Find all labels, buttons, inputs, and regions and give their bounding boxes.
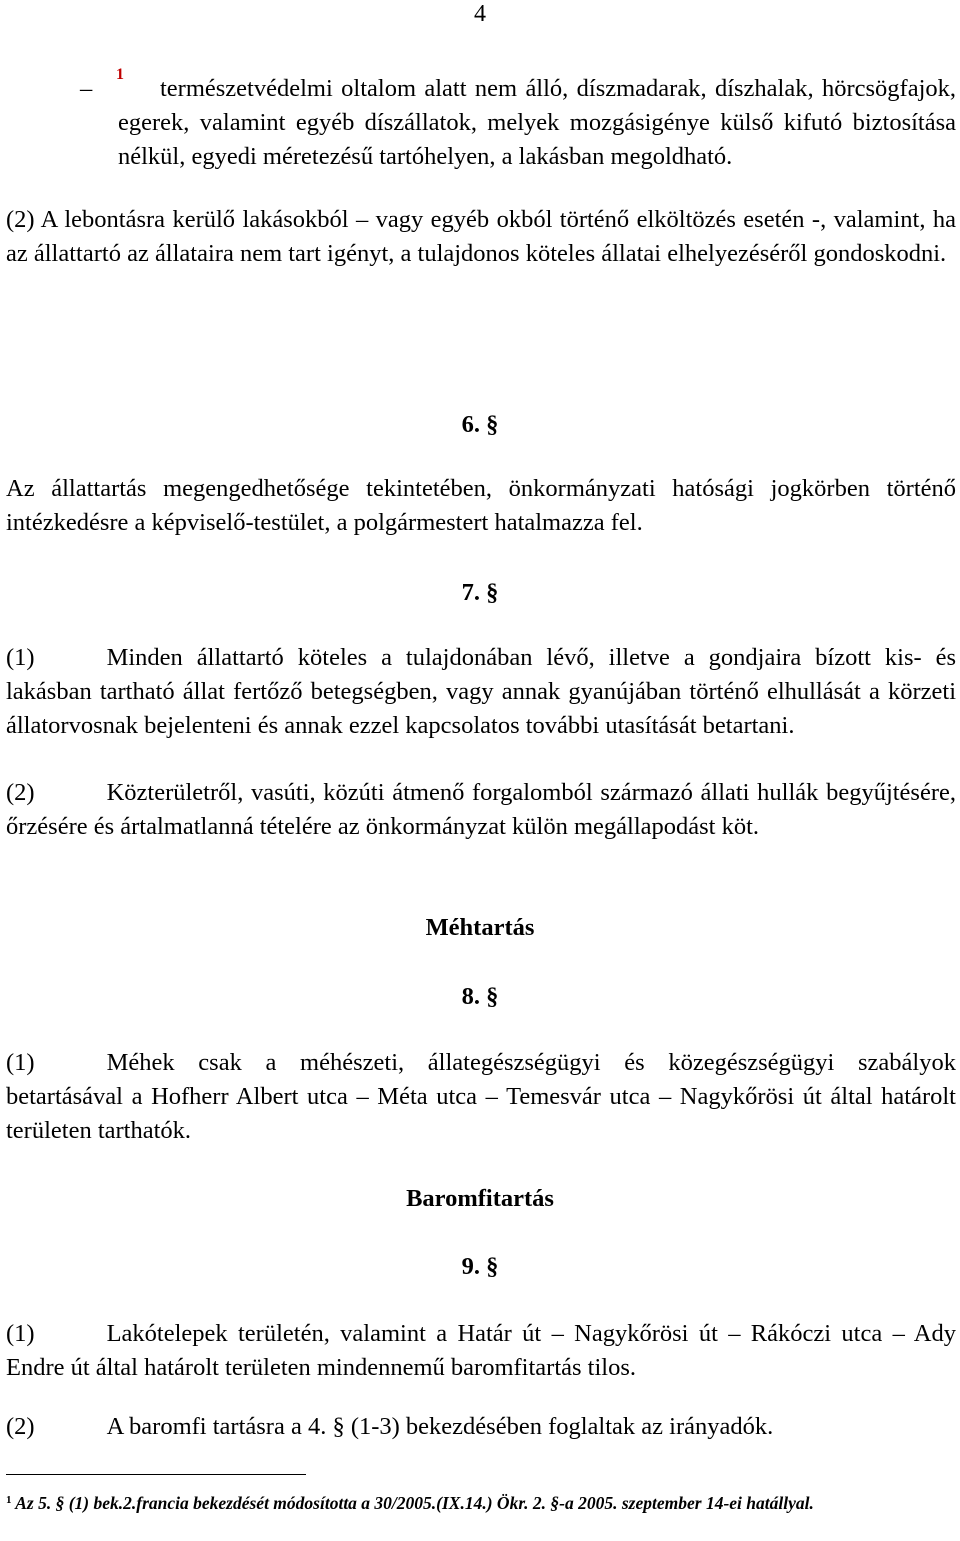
- list-dash: –: [80, 75, 93, 102]
- section-6-text: Az állattartás megengedhetősége tekintetében, önkormányzati hatósági jogkörben történő intézkedésre a képviselő-testület, a polgármestert hatalmazza fel.: [6, 475, 956, 536]
- section-8-paragraph-1: [6, 1046, 956, 1148]
- footnote: [6, 1488, 906, 1515]
- section-9-heading: 9. §: [461, 1253, 499, 1280]
- section-8-heading: 8. §: [461, 983, 499, 1010]
- footnote-text: Az 5. § (1) bek.2.francia bekezdését módosította a 30/2005.(IX.14.) Ökr. 2. §-a 2005. szeptember 14-ei hatállyal.: [11, 1493, 814, 1513]
- section-7-paragraph-1: [6, 641, 956, 743]
- list-item-text: természetvédelmi oltalom alatt nem álló, díszmadarak, díszhalak, hörcsögfajok, egerek, valamint egyéb díszállatok, melyek mozgásigénye külső kifutó biztosítása nélkül, egyedi méretezésű tartóhelyen, a lakásban megoldható.: [118, 75, 956, 170]
- page-number: 4: [474, 1, 486, 27]
- paragraph-text: Közterületről, vasúti, közúti átmenő forgalomból származó állati hullák begyűjtésére, őrzésére és ártalmatlanná tételére az önkormányzat külön megállapodást köt.: [6, 779, 956, 840]
- paragraph-number: (1): [6, 644, 35, 671]
- section-6-heading: 6. §: [461, 411, 499, 438]
- section-9-paragraph-1: [6, 1317, 956, 1385]
- paragraph-text: A baromfi tartásra a 4. § (1-3) bekezdésében foglaltak az irányadók.: [106, 1413, 774, 1440]
- footnote-marker: 1: [6, 1494, 12, 1506]
- footnote-reference[interactable]: 1: [116, 66, 124, 83]
- paragraph-number: (2): [6, 779, 35, 806]
- paragraph-number: (1): [6, 1049, 35, 1076]
- paragraph-text: Minden állattartó köteles a tulajdonában lévő, illetve a gondjaira bízott kis- és lakásban tartható állat fertőző betegségben, vagy annak gyanújában történő elhullását a körzeti állatorvosnak bejelenteni és annak ezzel kapcsolatos további utasítását betartani.: [6, 644, 956, 739]
- section-7-heading: 7. §: [461, 579, 499, 606]
- footnote-separator: [6, 1474, 306, 1475]
- paragraph-text: Lakótelepek területén, valamint a Határ út – Nagykőrösi út – Rákóczi utca – Ady Endre út által határolt területen mindennemű baromfitartás tilos.: [6, 1320, 956, 1381]
- paragraph-text: Méhek csak a méhészeti, állategészségügyi és közegészségügyi szabályok betartásával a Hofherr Albert utca – Méta utca – Temesvár utca – Nagykőrösi út által határolt területen tarthatók.: [6, 1049, 956, 1144]
- paragraph-number: (2): [6, 1413, 35, 1440]
- mehtartas-title: Méhtartás: [425, 914, 535, 941]
- section-7-paragraph-2: [6, 776, 956, 844]
- paragraph-number: (1): [6, 1320, 35, 1347]
- paragraph-5-2: (2) A lebontásra kerülő lakásokból – vagy egyéb okból történő elköltözés esetén -, valamint, ha az állattartó az állataira nem tart igényt, a tulajdonos köteles állatai elhelyezéséről gondoskodni.: [6, 206, 956, 267]
- section-9-paragraph-2: [6, 1410, 956, 1444]
- baromfitartas-title: Baromfitartás: [406, 1185, 554, 1212]
